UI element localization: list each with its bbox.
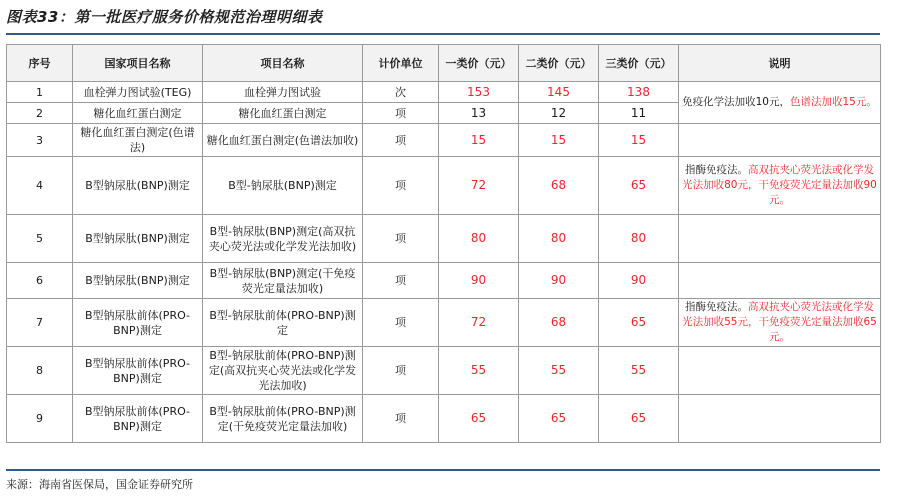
header-class3-price: 三类价（元） <box>599 45 679 82</box>
cell-note-2 <box>679 157 881 215</box>
cell-class1-price: 80 <box>439 215 519 263</box>
cell-national-item: 糖化血红蛋白测定(色谱法) <box>73 124 203 157</box>
table-row <box>7 124 881 157</box>
note-1-highlight: 色谱法加收15元。 <box>790 96 877 108</box>
cell-class3-price: 90 <box>599 263 679 299</box>
cell-national-item: B型钠尿肽前体(PRO-BNP)测定 <box>73 299 203 347</box>
cell-seq: 7 <box>7 299 73 347</box>
cell-seq: 8 <box>7 347 73 395</box>
header-unit: 计价单位 <box>363 45 439 82</box>
cell-class1-price: 15 <box>439 124 519 157</box>
price-table <box>6 44 881 443</box>
cell-item: B型-钠尿肽(BNP)测定(高双抗夹心荧光法或化学发光法加收) <box>203 215 363 263</box>
header-row <box>7 45 881 82</box>
cell-item: 血栓弹力图试验 <box>203 82 363 103</box>
cell-seq: 2 <box>7 103 73 124</box>
table-row <box>7 82 881 103</box>
cell-national-item: B型钠尿肽(BNP)测定 <box>73 263 203 299</box>
cell-unit: 项 <box>363 215 439 263</box>
cell-class3-price: 11 <box>599 103 679 124</box>
cell-note-1 <box>679 82 881 124</box>
cell-unit: 次 <box>363 82 439 103</box>
cell-class1-price: 90 <box>439 263 519 299</box>
table-row <box>7 157 881 215</box>
cell-class3-price: 80 <box>599 215 679 263</box>
source-note: 来源：海南省医保局，国金证券研究所 <box>6 478 193 491</box>
cell-class3-price: 138 <box>599 82 679 103</box>
note-2-highlight: 高双抗夹心荧光法或化学发光法加收80元，干免疫荧光定量法加收90元。 <box>682 164 877 206</box>
cell-note-empty <box>679 263 881 299</box>
cell-seq: 6 <box>7 263 73 299</box>
title-divider <box>6 33 880 35</box>
header-seq: 序号 <box>7 45 73 82</box>
cell-note-empty <box>679 124 881 157</box>
note-3-highlight: 高双抗夹心荧光法或化学发光法加收55元，干免疫荧光定量法加收65元。 <box>682 301 877 343</box>
cell-class2-price: 68 <box>519 157 599 215</box>
cell-class2-price: 68 <box>519 299 599 347</box>
cell-item: B型-钠尿肽前体(PRO-BNP)测定(高双抗夹心荧光法或化学发光法加收) <box>203 347 363 395</box>
cell-national-item: B型钠尿肽(BNP)测定 <box>73 157 203 215</box>
cell-item: 糖化血红蛋白测定(色谱法加收) <box>203 124 363 157</box>
cell-unit: 项 <box>363 124 439 157</box>
cell-seq: 9 <box>7 395 73 443</box>
cell-seq: 4 <box>7 157 73 215</box>
note-2-text: 指酶免疫法。 <box>685 164 748 176</box>
table-row <box>7 263 881 299</box>
cell-class2-price: 15 <box>519 124 599 157</box>
cell-unit: 项 <box>363 157 439 215</box>
cell-class2-price: 90 <box>519 263 599 299</box>
header-item: 项目名称 <box>203 45 363 82</box>
cell-unit: 项 <box>363 299 439 347</box>
cell-class2-price: 80 <box>519 215 599 263</box>
cell-unit: 项 <box>363 347 439 395</box>
cell-item: 糖化血红蛋白测定 <box>203 103 363 124</box>
cell-class3-price: 65 <box>599 299 679 347</box>
cell-class2-price: 145 <box>519 82 599 103</box>
cell-item: B型-钠尿肽前体(PRO-BNP)测定 <box>203 299 363 347</box>
cell-class1-price: 153 <box>439 82 519 103</box>
table-row <box>7 395 881 443</box>
note-1-text: 免疫化学法加收10元， <box>682 96 790 108</box>
cell-national-item: B型钠尿肽前体(PRO-BNP)测定 <box>73 395 203 443</box>
table-row <box>7 347 881 395</box>
figure-title: 图表33：第一批医疗服务价格规范治理明细表 <box>6 8 323 26</box>
cell-class1-price: 72 <box>439 299 519 347</box>
header-national-item: 国家项目名称 <box>73 45 203 82</box>
cell-class1-price: 55 <box>439 347 519 395</box>
table-row <box>7 215 881 263</box>
cell-class3-price: 65 <box>599 157 679 215</box>
cell-unit: 项 <box>363 263 439 299</box>
cell-national-item: B型钠尿肽(BNP)测定 <box>73 215 203 263</box>
cell-seq: 3 <box>7 124 73 157</box>
cell-national-item: B型钠尿肽前体(PRO-BNP)测定 <box>73 347 203 395</box>
cell-note-3 <box>679 299 881 347</box>
cell-note-empty <box>679 395 881 443</box>
cell-class3-price: 65 <box>599 395 679 443</box>
cell-unit: 项 <box>363 395 439 443</box>
header-class2-price: 二类价（元） <box>519 45 599 82</box>
cell-class2-price: 12 <box>519 103 599 124</box>
cell-class1-price: 65 <box>439 395 519 443</box>
cell-item: B型-钠尿肽(BNP)测定(干免疫荧光定量法加收) <box>203 263 363 299</box>
cell-class1-price: 72 <box>439 157 519 215</box>
header-note: 说明 <box>679 45 881 82</box>
cell-seq: 1 <box>7 82 73 103</box>
cell-item: B型-钠尿肽(BNP)测定 <box>203 157 363 215</box>
cell-note-empty <box>679 347 881 395</box>
table-row <box>7 299 881 347</box>
cell-national-item: 糖化血红蛋白测定 <box>73 103 203 124</box>
note-3-text: 指酶免疫法。 <box>685 301 748 313</box>
cell-class3-price: 15 <box>599 124 679 157</box>
cell-class2-price: 55 <box>519 347 599 395</box>
cell-note-empty <box>679 215 881 263</box>
cell-item: B型-钠尿肽前体(PRO-BNP)测定(干免疫荧光定量法加收) <box>203 395 363 443</box>
cell-class1-price: 13 <box>439 103 519 124</box>
cell-class2-price: 65 <box>519 395 599 443</box>
cell-unit: 项 <box>363 103 439 124</box>
header-class1-price: 一类价（元） <box>439 45 519 82</box>
cell-national-item: 血栓弹力图试验(TEG) <box>73 82 203 103</box>
footer-divider <box>6 469 880 471</box>
cell-seq: 5 <box>7 215 73 263</box>
cell-class3-price: 55 <box>599 347 679 395</box>
